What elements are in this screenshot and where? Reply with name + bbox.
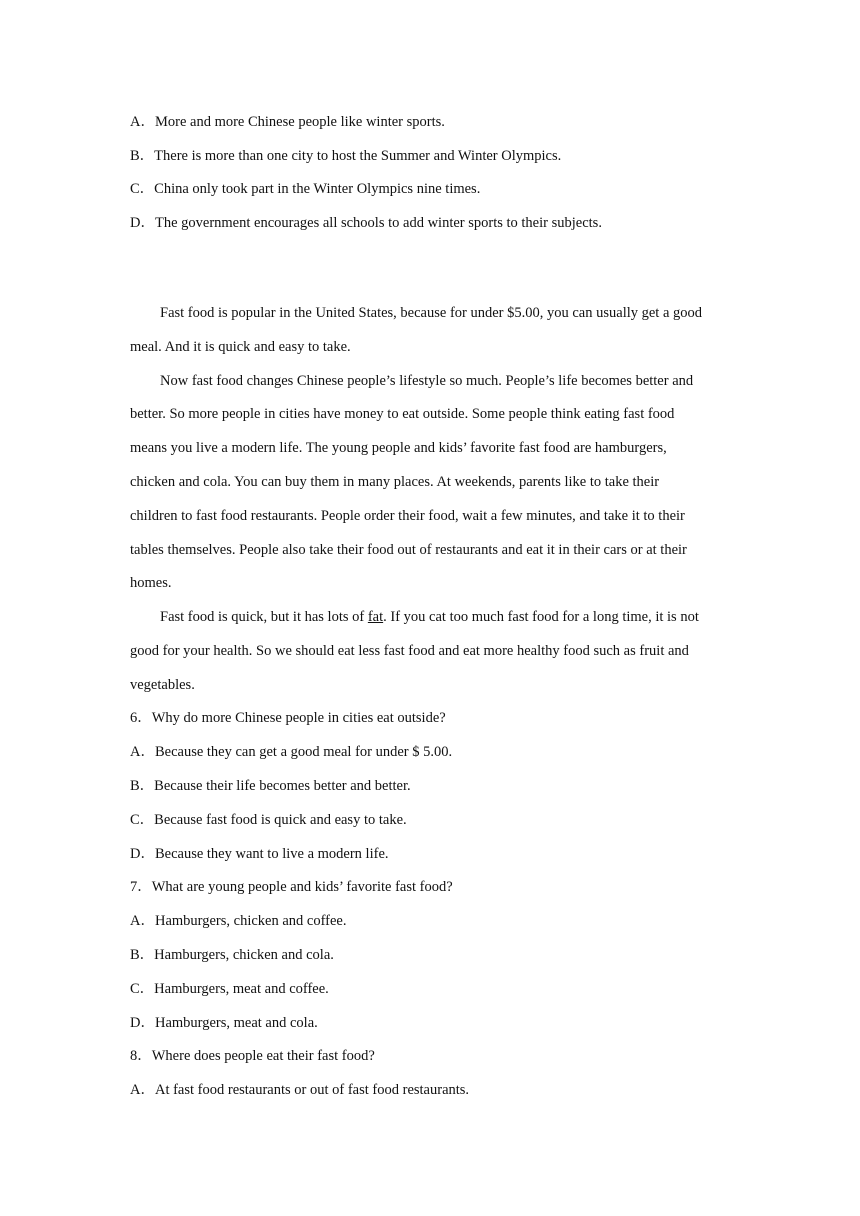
passage-p3-line: vegetables. (130, 677, 195, 693)
prev-option-a: A．More and more Chinese people like winter sports. (130, 114, 445, 130)
passage-p2-line: chicken and cola. You can buy them in many places. At weekends, parents like to take their (130, 474, 660, 490)
question-option: A．At fast food restaurants or out of fast food restaurants. (130, 1082, 470, 1098)
prev-option-d: D．The government encourages all schools to add winter sports to their subjects. (130, 215, 602, 231)
passage-p3-line (160, 607, 699, 627)
question-option: A．Hamburgers, chicken and coffee. (130, 913, 347, 929)
passage-p1-line: Fast food is popular in the United States, because for under $5.00, you can usually get a good (160, 305, 703, 321)
passage-p2-line: means you live a modern life. The young people and kids’ favorite fast food are hamburgers, (130, 440, 667, 456)
question-option: C．Because fast food is quick and easy to take. (130, 812, 407, 828)
prev-option-b: B．There is more than one city to host the Summer and Winter Olympics. (130, 148, 562, 164)
question-option: D．Hamburgers, meat and cola. (130, 1015, 318, 1031)
question-option: D．Because they want to live a modern life. (130, 846, 389, 862)
passage-p2-line: tables themselves. People also take their food out of restaurants and eat it in their cars or at their (130, 542, 687, 558)
underlined-word: fat (367, 609, 384, 625)
question-option: B．Hamburgers, chicken and cola. (130, 947, 334, 963)
passage-p2-line: homes. (130, 575, 172, 591)
question-option: B．Because their life becomes better and better. (130, 778, 411, 794)
passage-p3-line: good for your health. So we should eat less fast food and eat more healthy food such as fruit and (130, 643, 689, 659)
question-option: A．Because they can get a good meal for under $ 5.00. (130, 744, 453, 760)
passage-p2-line: children to fast food restaurants. People order their food, wait a few minutes, and take it to their (130, 508, 685, 524)
passage-p3-text: Fast food is quick, but it has lots of (160, 609, 368, 625)
passage-p2-line: Now fast food changes Chinese people’s lifestyle so much. People’s life becomes better and (160, 373, 694, 389)
question-stem: 6．Why do more Chinese people in cities eat outside? (130, 710, 446, 726)
question-option: C．Hamburgers, meat and coffee. (130, 981, 329, 997)
question-stem: 8．Where does people eat their fast food? (130, 1048, 375, 1064)
prev-option-c: C．China only took part in the Winter Olympics nine times. (130, 181, 481, 197)
passage-p3-text: . If you cat too much fast food for a long time, it is not (383, 609, 699, 625)
question-stem: 7．What are young people and kids’ favorite fast food? (130, 879, 453, 895)
passage-p1-line: meal. And it is quick and easy to take. (130, 339, 351, 355)
passage-p2-line: better. So more people in cities have money to eat outside. Some people think eating fast food (130, 406, 675, 422)
